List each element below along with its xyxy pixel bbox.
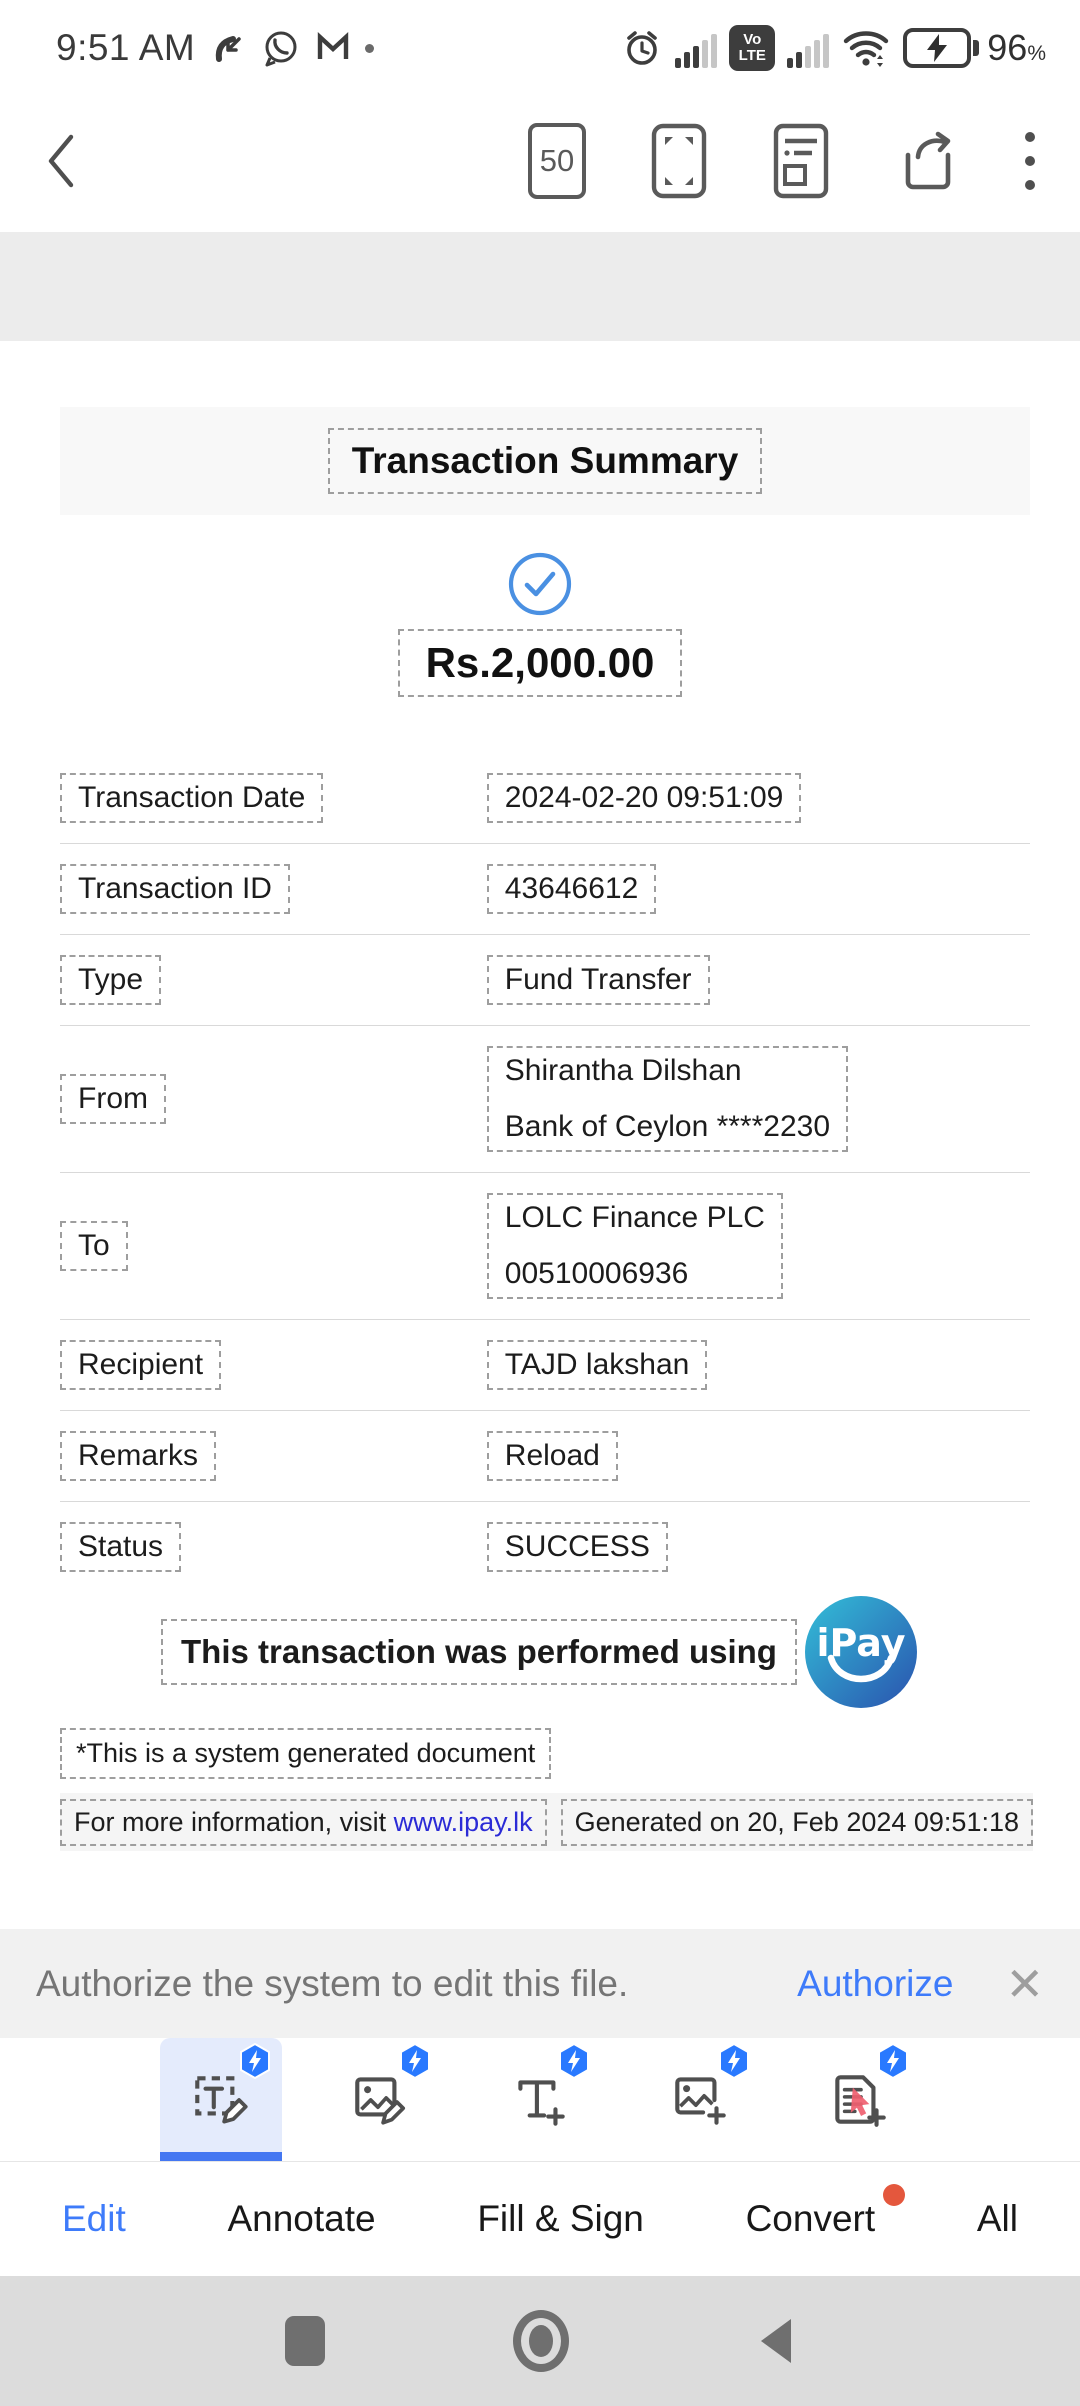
- pdf-toolbar: [0, 90, 1080, 232]
- row-label[interactable]: Type: [60, 955, 161, 1005]
- battery-percent: 96: [987, 27, 1028, 68]
- tab-annotate[interactable]: Annotate: [227, 2198, 376, 2239]
- success-check-icon: [507, 551, 573, 617]
- transaction-amount[interactable]: Rs.2,000.00: [398, 629, 683, 697]
- row-value[interactable]: Reload: [487, 1431, 618, 1481]
- table-row: [60, 935, 1030, 1026]
- back-nav-button[interactable]: [757, 2316, 795, 2366]
- row-value[interactable]: TAJD lakshan: [487, 1340, 708, 1390]
- clock-time: 9:51 AM: [56, 27, 196, 68]
- recents-button[interactable]: [285, 2316, 325, 2366]
- table-row: [60, 753, 1030, 844]
- premium-badge-icon: [874, 2042, 912, 2080]
- row-label[interactable]: From: [60, 1074, 166, 1124]
- document-outline-icon[interactable]: [772, 122, 830, 200]
- authorize-message: Authorize the system to edit this file.: [36, 1962, 629, 2004]
- row-label[interactable]: To: [60, 1221, 128, 1271]
- row-value[interactable]: 2024-02-20 09:51:09: [487, 773, 802, 823]
- row-label[interactable]: Remarks: [60, 1431, 216, 1481]
- add-text-tool[interactable]: [479, 2038, 601, 2161]
- tab-convert[interactable]: Convert: [746, 2198, 876, 2240]
- row-value[interactable]: Shirantha Dilshan Bank of Ceylon ****2230: [487, 1046, 848, 1152]
- table-row: [60, 1320, 1030, 1411]
- document-footer-band: [60, 1793, 1033, 1851]
- notification-dot: [365, 44, 374, 53]
- row-value[interactable]: 43646612: [487, 864, 656, 914]
- edit-text-tool[interactable]: [160, 2038, 282, 2161]
- wifi-icon: [841, 27, 891, 69]
- signal-icon-sim2: [787, 28, 829, 68]
- svg-text:iPay: iPay: [816, 1621, 906, 1665]
- tab-fill-sign[interactable]: Fill & Sign: [477, 2198, 644, 2239]
- update-dot: [883, 2184, 905, 2206]
- battery-icon: 96%: [903, 27, 1046, 69]
- android-nav-bar: [0, 2276, 1080, 2406]
- whatsapp-icon: [261, 28, 301, 68]
- document-header-band: [60, 407, 1030, 515]
- pdf-page: [0, 407, 1080, 1929]
- back-button[interactable]: [40, 129, 80, 193]
- signal-icon-sim1: [675, 28, 717, 68]
- footer-generated[interactable]: Generated on 20, Feb 2024 09:51:18: [561, 1799, 1033, 1846]
- row-label[interactable]: Recipient: [60, 1340, 221, 1390]
- table-row: [60, 1502, 1030, 1592]
- more-options-icon[interactable]: [1024, 129, 1036, 193]
- authorize-banner: [0, 1929, 1080, 2038]
- page-count-button[interactable]: 50: [528, 123, 586, 199]
- page-margin-strip: [0, 232, 1080, 341]
- transaction-details-table: [60, 753, 1030, 1592]
- ipay-link[interactable]: www.ipay.lk: [393, 1806, 533, 1837]
- footer-info[interactable]: For more information, visit www.ipay.lk: [60, 1799, 547, 1846]
- performed-using-text[interactable]: This transaction was performed using: [161, 1619, 797, 1685]
- system-generated-note[interactable]: *This is a system generated document: [60, 1728, 551, 1779]
- row-value[interactable]: Fund Transfer: [487, 955, 710, 1005]
- table-row: [60, 844, 1030, 935]
- premium-badge-icon: [715, 2042, 753, 2080]
- home-button[interactable]: [513, 2310, 569, 2372]
- row-value[interactable]: LOLC Finance PLC 00510006936: [487, 1193, 783, 1299]
- authorize-button[interactable]: Authorize: [797, 1962, 954, 2004]
- table-row: [60, 1026, 1030, 1173]
- close-icon[interactable]: ✕: [1005, 1957, 1044, 2010]
- premium-badge-icon: [555, 2042, 593, 2080]
- document-title[interactable]: Transaction Summary: [328, 428, 763, 494]
- edit-image-tool[interactable]: [320, 2038, 442, 2161]
- gmail-icon: [315, 30, 351, 66]
- tab-edit[interactable]: Edit: [62, 2198, 126, 2239]
- alarm-icon: [621, 27, 663, 69]
- premium-badge-icon: [236, 2042, 274, 2080]
- row-label[interactable]: Transaction ID: [60, 864, 290, 914]
- edit-tools-toolbar: [0, 2038, 1080, 2162]
- mode-tab-bar: [0, 2162, 1080, 2276]
- share-icon[interactable]: [894, 127, 960, 195]
- ipay-logo: [803, 1594, 919, 1710]
- table-row: [60, 1411, 1030, 1502]
- sign-document-tool[interactable]: [798, 2038, 920, 2161]
- missed-call-icon: [209, 29, 247, 67]
- table-row: [60, 1173, 1030, 1320]
- row-value[interactable]: SUCCESS: [487, 1522, 668, 1572]
- row-label[interactable]: Status: [60, 1522, 181, 1572]
- status-bar: [0, 0, 1080, 90]
- add-image-tool[interactable]: [639, 2038, 761, 2161]
- tab-all[interactable]: All: [976, 2198, 1018, 2239]
- fit-screen-icon[interactable]: [650, 122, 708, 200]
- row-label[interactable]: Transaction Date: [60, 773, 323, 823]
- premium-badge-icon: [396, 2042, 434, 2080]
- volte-icon: Vo LTE: [729, 25, 775, 71]
